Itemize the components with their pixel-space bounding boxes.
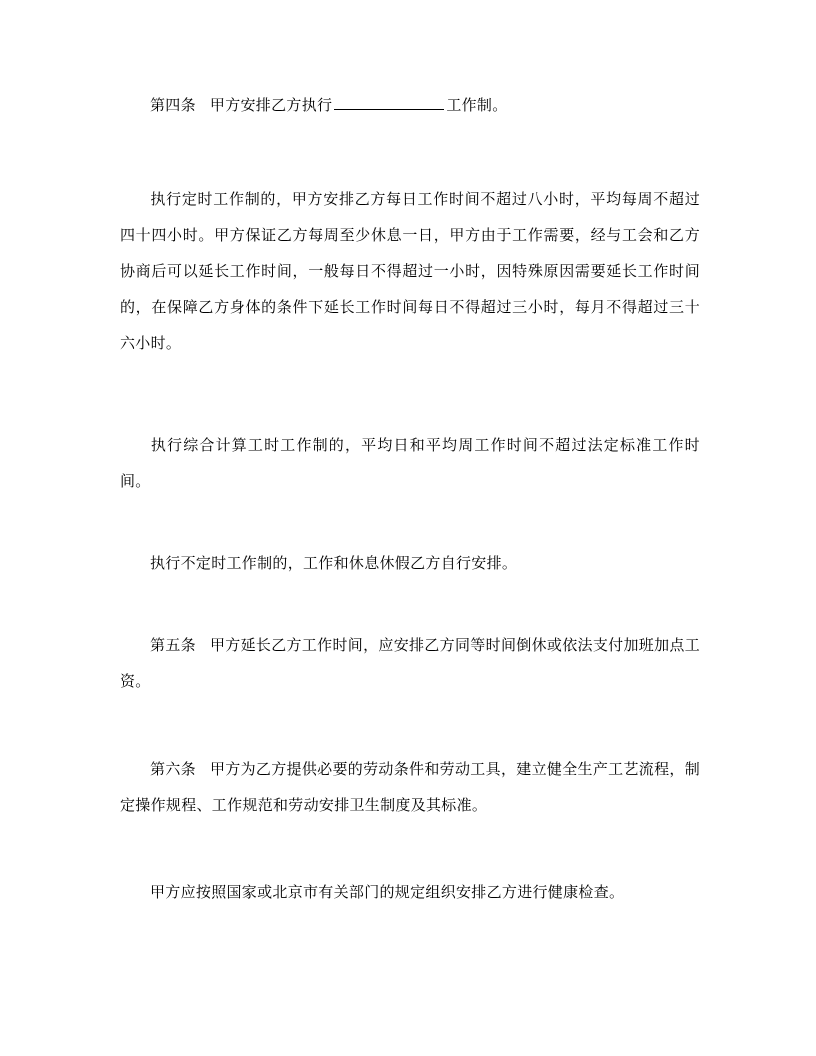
article-5-paragraph [120, 627, 700, 699]
article-6-label: 第六条 [150, 760, 196, 778]
article-5-label: 第五条 [150, 636, 196, 654]
article-4-paragraph [120, 87, 700, 123]
work-system-blank[interactable] [334, 93, 444, 110]
article-4-text-after: 工作制。 [446, 96, 508, 114]
article-4-text-before: 甲方安排乙方执行 [209, 96, 333, 114]
health-check-paragraph [120, 874, 700, 910]
article-4-label: 第四条 [150, 96, 196, 114]
article-6-paragraph [120, 751, 700, 823]
flexible-hours-text: 执行不定时工作制的，工作和休息休假乙方自行安排。 [150, 554, 518, 572]
fixed-hours-text: 执行定时工作制的，甲方安排乙方每日工作时间不超过八小时，平均每周不超过四十四小时。甲方保证乙方每周至少休息一日，甲方由于工作需要，经与工会和乙方协商后可以延长工作时间，一般每日不得超过一小时，因特殊原因需要延长工作时间的，在保障乙方身体的条件下延长工作时间每日不得超过三小时，每月不得超过三十六小时。 [120, 190, 700, 352]
article-6-text: 甲方为乙方提供必要的劳动条件和劳动工具，建立健全生产工艺流程，制定操作规程、工作规范和劳动安排卫生制度及其标准。 [120, 760, 701, 814]
health-check-text: 甲方应按照国家或北京市有关部门的规定组织安排乙方进行健康检查。 [150, 883, 625, 901]
comprehensive-hours-text: 执行综合计算工时工作制的，平均日和平均周工作时间不超过法定标准工作时间。 [120, 436, 700, 490]
article-5-text: 甲方延长乙方工作时间，应安排乙方同等时间倒休或依法支付加班加点工资。 [120, 636, 701, 690]
comprehensive-hours-paragraph [120, 427, 700, 499]
fixed-hours-paragraph [120, 181, 700, 361]
flexible-hours-paragraph [120, 545, 700, 581]
